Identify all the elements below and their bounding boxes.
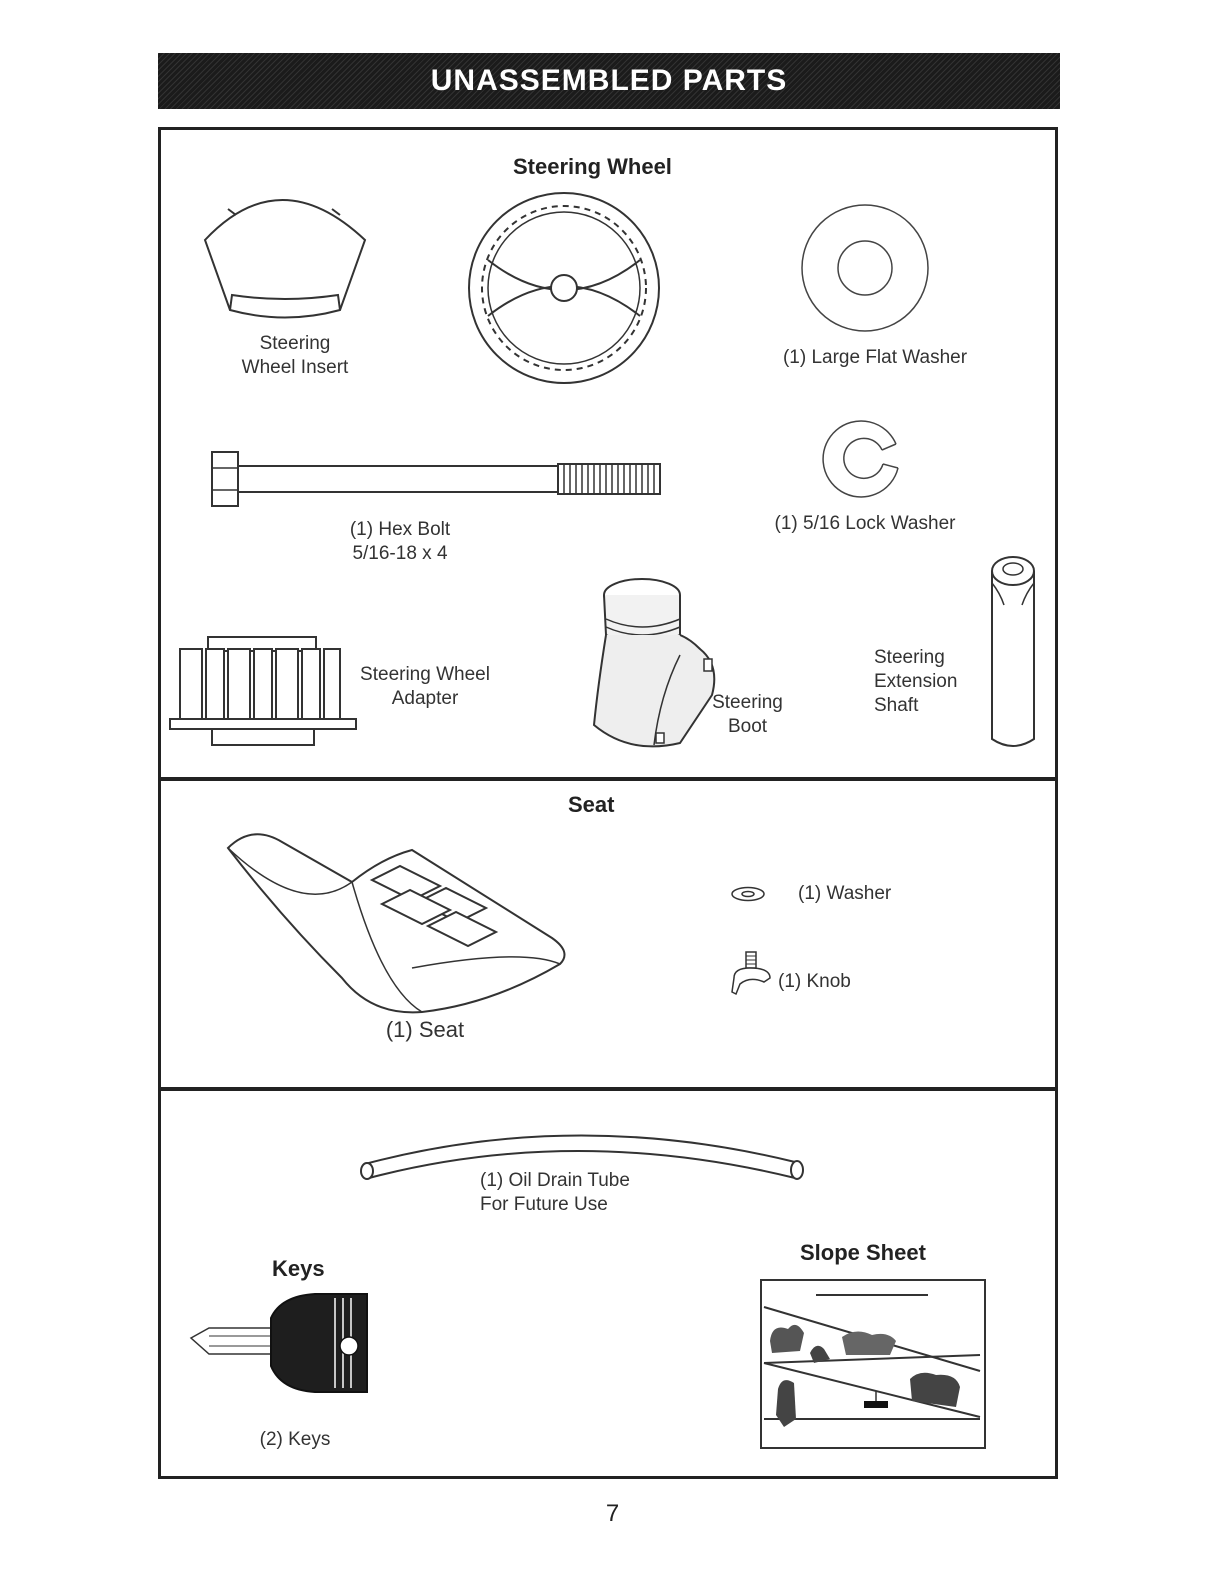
- seat-label: (1) Seat: [385, 1017, 465, 1042]
- page-number: 7: [605, 1500, 620, 1527]
- keys-label: (2) Keys: [259, 1429, 331, 1450]
- large-flat-washer-label: (1) Large Flat Washer: [782, 347, 968, 368]
- hex-bolt-label-line2: 5/16-18 x 4: [352, 543, 448, 564]
- knob-icon: [730, 950, 774, 996]
- steering-extension-shaft-label-line1: Steering: [874, 647, 945, 668]
- page-title: UNASSEMBLED PARTS: [430, 64, 788, 97]
- steering-extension-shaft-icon: [988, 553, 1038, 753]
- page-header-banner: [158, 53, 1060, 109]
- steering-wheel-adapter-label-line1: Steering Wheel: [360, 664, 490, 685]
- large-flat-washer-icon: [800, 203, 930, 333]
- steering-wheel-adapter-label-line2: Adapter: [391, 688, 459, 709]
- hex-bolt-label-line1: (1) Hex Bolt: [349, 519, 451, 540]
- hex-bolt-icon: [210, 450, 665, 508]
- oil-drain-tube-label-line2: For Future Use: [480, 1194, 608, 1215]
- steering-wheel-insert-label-line2: Wheel Insert: [241, 357, 349, 378]
- lock-washer-label: (1) 5/16 Lock Washer: [774, 513, 956, 534]
- oil-drain-tube-label-line1: (1) Oil Drain Tube: [480, 1170, 630, 1191]
- steering-wheel-insert-icon: [200, 185, 370, 325]
- seat-section-title: Seat: [568, 792, 615, 817]
- steering-wheel-icon: [466, 190, 662, 386]
- steering-wheel-adapter-icon: [168, 635, 358, 747]
- steering-boot-label-line1: Steering: [712, 692, 783, 713]
- steering-boot-label-line2: Boot: [727, 716, 768, 737]
- slope-sheet-icon: [760, 1279, 986, 1449]
- keys-section-title: Keys: [272, 1256, 325, 1281]
- steering-extension-shaft-label-line2: Extension: [874, 671, 958, 692]
- steering-extension-shaft-label-line3: Shaft: [874, 695, 919, 716]
- lock-washer-icon: [818, 412, 908, 502]
- knob-label: (1) Knob: [778, 971, 851, 992]
- steering-wheel-section-title: Steering Wheel: [513, 154, 672, 179]
- steering-wheel-insert-label-line1: Steering: [259, 333, 331, 354]
- washer-label: (1) Washer: [798, 883, 892, 904]
- slope-sheet-section-title: Slope Sheet: [800, 1240, 926, 1265]
- seat-icon: [222, 828, 574, 1018]
- key-icon: [185, 1292, 375, 1396]
- washer-icon: [730, 886, 766, 902]
